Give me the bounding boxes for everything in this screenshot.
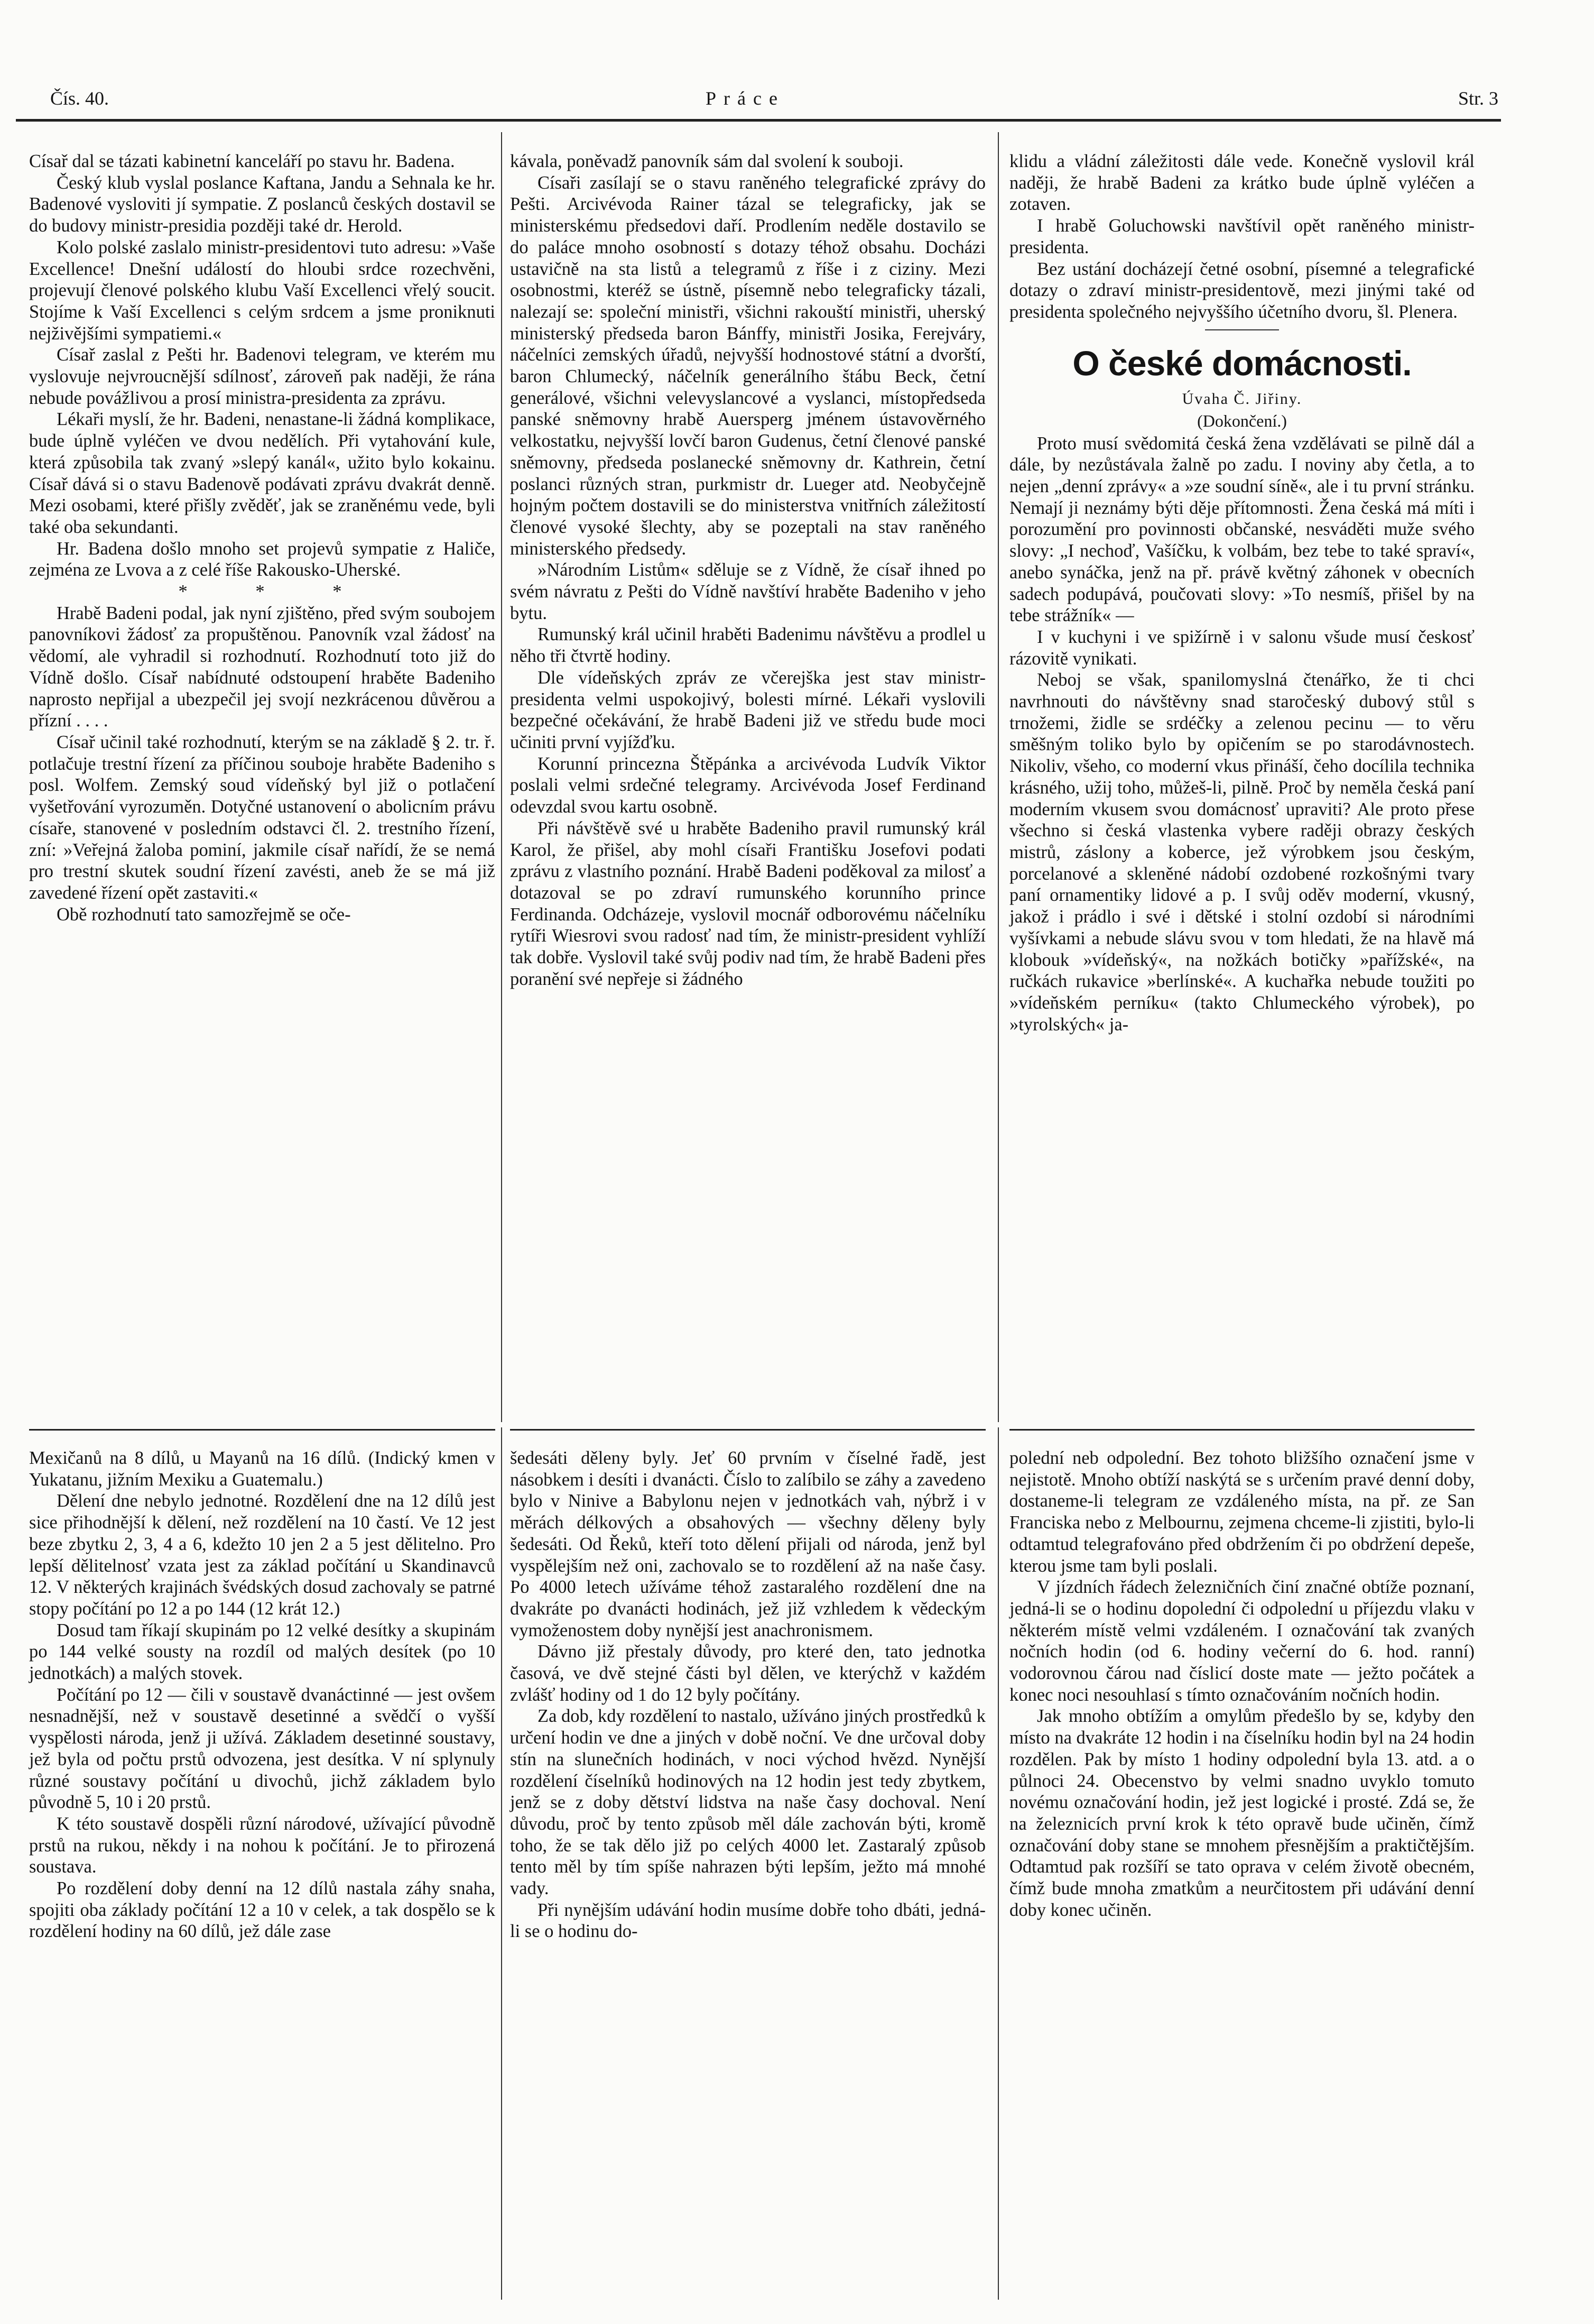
paragraph: Jak mnoho obtížím a omylům předešlo by se, kdyby den místo na dvakráte 12 hodin i na číselníku hodin byl na 24 hodin rozdělen. Pak by místo 1 hodiny odpolední byla 13. atd. a o půlnoci 24. Obecenstvo by velmi snadno uvyklo tomuto novému označování hodin, jež jest logické i prosté. Zdá se, že na železnicích první krok k této opravě bude učiněn, čímž označování doby stane se mnohem přesnějším a praktičtějším. Odtamtud pak rozšíří se tato oprava v celém životě obecném, čímž bude mnoha zmatkům a neurčitostem při udávání denní doby konec učiněn. [1009, 1706, 1475, 1920]
paragraph: »Národním Listům« sděluje se z Vídně, že císař ihned po svém návratu z Pešti do Vídně navštíví hraběte Badeniho v jeho bytu. [510, 560, 986, 623]
section-divider [29, 1429, 495, 1431]
paragraph: Při návštěvě své u hraběte Badeniho pravil rumunský král Karol, že přišel, aby mohl císaři Františku Josefovi podati zprávu z vlastního poznání. Hrabě Badeni poděkoval za milosť a dotazoval se po zdraví rumunského korunního prince Ferdinanda. Odcházeje, vyslovil mocnář odborovému náčelníku rytíři Wiesrovi svou radosť nad tím, že ministr-president vyhlíží tak dobře. Vyslovil také svůj podiv nad tím, že hrabě Badeni přes poranění své nepřeje si žádného [510, 818, 986, 989]
paragraph: Dávno již přestaly důvody, pro které den, tato jednotka časová, ve dvě stejné části byl dělen, ve kterýchž v každém zvlášť hodiny od 1 do 12 byly počítány. [510, 1641, 986, 1705]
paragraph: Dělení dne nebylo jednotné. Rozdělení dne na 12 dílů jest sice přihodnější k dělení, než rozdělení na 10 častí. Ve 12 jest beze zbytku 2, 3, 4 a 6, kdežto 10 jen 2 a 5 jest dělitelno. Pro lepší dělitelnosť vzata jest za základ počítání u Skandinavců 12. V některých krajinách švédských dosud zachovaly se patrné stopy počítání po 12 a po 144 (12 krát 12.) [29, 1491, 495, 1619]
paragraph: Hrabě Badeni podal, jak nyní zjištěno, před svým soubojem panovníkovi žádosť za propuštěnou. Panovník vzal žádosť na vědomí, ale vyhradil si rozhodnutí. Rozhodnutí toto již do Vídně došlo. Císař nabídnuté odstoupení hraběte Badeniho naprosto nepřijal a ubezpečil jej svojí nezkrácenou důvěrou a přízní . . . . [29, 603, 495, 731]
paragraph: klidu a vládní záležitosti dále vede. Konečně vyslovil král naději, že hrabě Badeni za krátko bude úplně vyléčen a zotaven. [1009, 151, 1475, 215]
paragraph: Císař zaslal z Pešti hr. Badenovi telegram, ve kterém mu vyslovuje nejvroucnější sdílnosť, zároveň pak naději, že rána nebude povážlivou a prosí ministra-presidenta za zprávu. [29, 345, 495, 408]
column-divider [998, 132, 999, 1422]
column-badeni-news-cont [510, 151, 986, 990]
paragraph: Dosud tam říkají skupinám po 12 velké desítky a skupinám po 144 velké sousty na rozdíl od malých desítek (po 10 jednotkách) a malých stovek. [29, 1620, 495, 1684]
column-time-division [29, 1447, 495, 1942]
column-divider [501, 132, 502, 1422]
paragraph: Kolo polské zaslalo ministr-presidentovi tuto adresu: »Vaše Excellence! Dnešní událostí do hloubi srdce rozechvěni, projevují členové polského klubu Vaší Excellenci vřelý soucit. Stojíme k Vaší Excellenci s celým srdcem a jsme proniknuti nejživějšími sympatiemi.« [29, 237, 495, 344]
paragraph: Hr. Badena došlo mnoho set projevů sympatie z Haliče, zejména ze Lvova a z celé říše Rakousko-Uherské. [29, 538, 495, 580]
paragraph: I hrabě Goluchowski navštívil opět raněného ministr-presidenta. [1009, 216, 1475, 257]
page-number: Str. 3 [1458, 88, 1498, 109]
paragraph: Neboj se však, spanilomyslná čtenářko, že ti chci navrhnouti do návštěvny snad staročeský dubový stůl s trnožemi, židle se srdéčky a zelenou pecinu — to věru směšným toliko bylo by opičením se po starodávnostech. Nikoliv, všeho, co moderní vkus přináší, čeho docílila technika krásného, užij toho, můžeš-li, pilně. Proč by neměla česká paní moderním vkusem svou domácnosť upraviti? Ale proto přese všechno si česká vlastenka vybere raději obrazy českých mistrů, záslony a koberce, jež výrobkem jsou českým, porcelanové a skleněné nádobí ozdobené rozkošnými tvary paní ornamentiky lidové a p. I svůj oděv moderní, vkusný, jakož i prádlo i své i dětské i stolní ozdobí si národními vyšívkami a nebude slávu svou v tom hledati, že na hlavě má klobouk »vídeňský«, na nožkách botičky »pařížské«, na ručkách rukavice »berlínské«. A kuchařka nebude toužiti po »vídeňském perníku« (takto Chlumeckého výrobek), po »tyrolských« ja- [1009, 670, 1475, 1035]
column-domacnost [1009, 151, 1475, 1035]
paragraph: K této soustavě dospěli různí národové, užívající původně prstů na rukou, někdy i na nohou k počítání. Je to přirozená soustava. [29, 1813, 495, 1877]
short-rule [1205, 329, 1279, 330]
section-separator-stars: * * * [178, 582, 374, 602]
section-divider [1009, 1429, 1475, 1431]
paragraph: I v kuchyni i ve spižírně i v salonu všude musí českosť rázovitě vynikati. [1009, 626, 1475, 669]
column-time-division-cont [510, 1447, 986, 1942]
section-divider [510, 1429, 986, 1431]
paragraph: Mexičanů na 8 dílů, u Mayanů na 16 dílů. (Indický kmen v Yukatanu, jižním Mexiku a Guatemalu.) [29, 1448, 495, 1490]
paragraph: kávala, poněvadž panovník sám dal svolení k souboji. [510, 151, 904, 171]
column-time-division-end [1009, 1447, 1475, 1921]
paragraph: V jízdních řádech železničních činí značné obtíže poznaní, jedná-li se o hodinu dopolední či odpolední u příjezdu vlaku v některém místě velmi vzdáleném. I označování tak zvaných nočních hodin (od 6. hodiny večerní do 6. hod. ranní) vodorovnou čárou nad číslicí doste mate — ježto počátek a konec noci nesouhlasí s tímto označováním nočních hodin. [1009, 1577, 1475, 1705]
paragraph: Český klub vyslal poslance Kaftana, Jandu a Sehnala ke hr. Badenové vysloviti jí sympatie. Z poslanců českých dostavil se do budovy ministr-presidia později také dr. Herold. [29, 172, 495, 236]
paragraph: šedesáti děleny byly. Jeť 60 prvním v číselné řadě, jest násobkem i desíti i dvanácti. Číslo to zalíbilo se záhy a zavedeno bylo v Ninive a Babylonu nejen v jednotkách vah, nýbrž i v měrách délkových a obsahových — všechny děleny byly šedesáti. Od Řeků, kteří toto dělení přijali od národa, jenž byl vyspělejším než oni, zachovalo se to rozdělení až na naše časy. Po 4000 letech užíváme téhož zastaralého rozdělení dne na dvakráte po dvanácti hodinách, jež již vzhledem k vědeckým vymoženostem doby nynější jest anachronismem. [510, 1448, 986, 1640]
column-divider [501, 1427, 502, 2300]
header-rule [16, 119, 1501, 122]
paragraph: Císař dal se tázati kabinetní kanceláří po stavu hr. Badena. [29, 151, 455, 171]
paragraph: Dle vídeňských zpráv ze včerejška jest stav ministr-presidenta velmi uspokojivý, bolesti mírné. Lékaři vyslovili bezpečné očekávání, že hrabě Badeni již ve středu bude moci učiniti první vyjížďku. [510, 667, 986, 752]
paragraph: Za dob, kdy rozdělení to nastalo, užíváno jiných prostředků k určení hodin ve dne a jiných v době noční. Ve dne určoval doby stín na slunečních hodinách, v noci východ hvězd. Nynější rozdělení číselníků hodinových na 12 hodin jest tedy zbytkem, jenž se z doby dětství lidstva na naše časy dochoval. Není důvodu, proč by tento způsob měl dále zachován býti, kromě toho, že se tak dělo již po celých 4000 let. Zastaralý způsob tento měl by tím spíše nahrazen býti lepším, ježto má mnohé vady. [510, 1706, 986, 1899]
paragraph: Císař učinil také rozhodnutí, kterým se na základě § 2. tr. ř. potlačuje trestní řízení za příčinou souboje hraběte Badeniho s posl. Wolfem. Zemský soud vídeňský byl již o potlačení vyšetřování vyrozuměn. Dotyčné ustanovení o abolicním právu císaře, stanovené v posledním odstavci čl. 2. trestního řízení, zní: »Veřejná žaloba pominí, jakmile císař nařídí, že se nemá pro trestní skutek soudní řízení zavésti, aneb že se má již zavedené řízení opět zastaviti.« [29, 732, 495, 903]
paragraph: polední neb odpolední. Bez tohoto bližšího označení jsme v nejistotě. Mnoho obtíží naskýtá se s určením pravé denní doby, dostaneme-li telegram ze vzdáleného místa, na př. ze San Franciska nebo z Melbournu, zejmena chceme-li zjistiti, bylo-li odtamtud telegrafováno před obdržením či po obdržení depeše, kterou jsme tam byli poslali. [1009, 1448, 1475, 1576]
column-badeni-news [29, 151, 495, 925]
paragraph: Císaři zasílají se o stavu raněného telegrafické zprávy do Pešti. Arcivévoda Rainer tázal se telegraficky, jak se ministerskému předsedovi daří. Prodlením neděle dostavilo se do paláce mnoho osobností s dotazy téhož obsahu. Docházi ustavičně na sta listů a telegramů z říše i z ciziny. Mezi osobnostmi, kteréž se ústně, písemně nebo telegraficky tázali, nalezají se: společní ministři, všichni rakouští ministři, uherský ministerský předseda baron Bánffy, ministři Josika, Ferejváry, náčelníci zemských úřadů, nejvyšší hodnostové státní a dvorští, baron Chlumecký, náčelník generálního štábu Beck, četní generálové, všichni velevyslancové a vyslanci, místopředseda panské sněmovny hrabě Auersperg jménem ústavověrného velkostatku, nejvyšší lovčí baron Gudenus, četní členové panské sněmovny, předseda poslanecké sněmovny dr. Kathrein, četní poslanci různých stran, purkmistr dr. Lueger atd. Neobyčejně hojným počtem dostavili se do ministerstva vnitřních záležitostí členové vysoké šlechty, aby se pozeptali na stav raněného ministerského předsedy. [510, 172, 986, 559]
paragraph: Proto musí svědomitá česká žena vzdělávati se pilně dál a dále, by nezůstávala žalně po zadu. I noviny aby četla, a to nejen „denní zprávy« a »ze soudní síně«, ale i tu první stránku. Nemají ji neznámy býti děje přítomnosti. Žena česká má míti i porozumění pro povinnosti občanské, nesváděti muže svého slovy: „I nechoď, Vašíčku, k volbám, bez tebe to také spraví«, anebo synáčka, jenž na př. právě květný záhonek v obecních sadech podupává, poučovati slovy: »To nesmíš, přišel by na tebe strážník« — [1009, 433, 1475, 626]
article-title: O české domácnosti. [1072, 343, 1412, 383]
paragraph: Rumunský král učinil hraběti Badenimu návštěvu a prodlel u něho tři čtvrtě hodiny. [510, 624, 986, 667]
paragraph: Počítání po 12 — čili v soustavě dvanáctinné — jest ovšem nesnadnější, než v soustavě desetinné a svědčí o vyšší vyspělosti národa, jenž ji užívá. Základem desetinné soustavy, jež byla od počtu prstů odvozena, jest desítka. V ní splynuly různé soustavy počítání u divochů, jichž základem bylo původně 5, 10 i 20 prstů. [29, 1684, 495, 1813]
paragraph: Při nynějším udávání hodin musíme dobře toho dbáti, jedná-li se o hodinu do- [510, 1899, 986, 1942]
issue-number: Čís. 40. [50, 88, 109, 109]
article-byline: Úvaha Č. Jiřiny. [1182, 390, 1302, 408]
column-divider [998, 1427, 999, 2300]
paragraph: Bez ustání docházejí četné osobní, písemné a telegrafické dotazy o zdraví ministr-presidentově, mezi jinými také od presidenta společného nejvyššího účetního dvoru, šl. Plenera. [1009, 259, 1475, 322]
continuation-note: (Dokončení.) [1197, 411, 1287, 430]
paragraph: Korunní princezna Štěpánka a arcivévoda Ludvík Viktor poslali velmi srdečné telegramy. Arcivévoda Josef Ferdinand odevzdal svou kartu osobně. [510, 753, 986, 817]
paragraph: Obě rozhodnutí tato samozřejmě se oče- [57, 904, 351, 925]
paragraph: Lékaři myslí, že hr. Badeni, nenastane-li žádná komplikace, bude úplně vyléčen ve dvou nedělích. Při vytahování kule, která způsobila tak zvaný »slepý kanál«, užito bylo kokainu. Císař dává si o stavu Badenově podávati zprávu dvakrát denně. Mezi osobami, které přišly zvěděť, jak se zraněnému vede, byli také oba sekundanti. [29, 409, 495, 537]
paragraph: Po rozdělení doby denní na 12 dílů nastala záhy snaha, spojiti oba základy počítání 12 a 10 v celek, a tak dospělo se k rozdělení hodiny na 60 dílů, jež dále zase [29, 1878, 495, 1942]
newspaper-title: Práce [706, 88, 785, 109]
